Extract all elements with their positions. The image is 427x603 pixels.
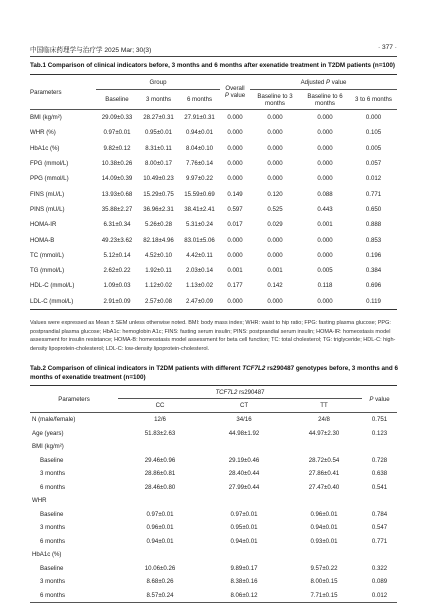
table-cell: 15.59±0.69 xyxy=(184,190,215,198)
table-cell: 0.177 xyxy=(227,282,243,290)
table-cell: 28.46±0.80 xyxy=(144,483,176,491)
table-cell xyxy=(118,548,202,562)
table-cell: 24/8 xyxy=(318,416,330,424)
table1-overall-header xyxy=(220,75,250,110)
table-cell: 0.017 xyxy=(227,221,243,229)
table-cell: 4.42±0.11 xyxy=(186,251,213,259)
table-cell: 0.541 xyxy=(371,483,388,491)
adjusted-p: P xyxy=(326,78,331,86)
row-label: HOMA-B xyxy=(30,236,55,244)
table-cell: 44.98±1.92 xyxy=(228,429,260,437)
table2-caption-suffix: rs290487 genotypes before, 3 months and 6 months of exenatide treatment (n=100) xyxy=(30,365,398,381)
table-cell: 0.119 xyxy=(350,294,397,310)
p-value-label: value xyxy=(373,395,390,403)
adjusted-suffix: value xyxy=(330,78,347,86)
col-3-months: 3 months xyxy=(138,90,179,110)
table-cell: 0.088 xyxy=(317,190,333,198)
table-cell: 0.000 xyxy=(317,236,333,244)
table-cell: 0.547 xyxy=(371,524,388,532)
table-cell: 8.00±0.17 xyxy=(144,160,173,168)
table-cell: 29.19±0.46 xyxy=(228,456,260,464)
table-cell: 0.196 xyxy=(365,251,382,259)
table-cell: 0.000 xyxy=(300,294,350,310)
table-cell: 0.443 xyxy=(317,205,333,213)
table-cell: 0.525 xyxy=(267,205,283,213)
table2-gene-header xyxy=(118,386,362,399)
table-cell: 8.68±0.26 xyxy=(146,578,174,586)
table1-adjusted-header xyxy=(250,75,397,90)
page-number: · 377 · xyxy=(377,44,397,51)
table-row xyxy=(30,202,397,217)
row-label: WHR (%) xyxy=(30,129,56,137)
table-cell: 8.00±0.15 xyxy=(310,578,338,586)
table-cell: 0.005 xyxy=(365,144,382,152)
table-cell: 36.96±2.31 xyxy=(143,205,174,213)
table2 xyxy=(30,385,397,603)
table-row xyxy=(30,562,397,576)
table-row xyxy=(30,440,397,454)
row-label: LDL-C (mmol/L) xyxy=(30,294,96,310)
table-cell: 0.000 xyxy=(227,175,243,183)
table2-param-header: Parameters xyxy=(30,386,118,413)
table-cell: 0.000 xyxy=(267,251,283,259)
row-label: 6 months xyxy=(40,483,66,491)
table-cell: 9.57±0.22 xyxy=(310,564,338,572)
table-cell: 0.638 xyxy=(371,470,388,478)
col-baseline-to-6-months: Baseline to 6 months xyxy=(300,90,350,110)
table-cell: 0.696 xyxy=(365,282,382,290)
table-cell: 0.93±0.01 xyxy=(310,537,338,545)
table-row xyxy=(30,454,397,468)
table-row xyxy=(30,494,397,508)
table-cell: 0.000 xyxy=(317,175,333,183)
table-cell xyxy=(286,548,362,562)
row-label: 6 months xyxy=(30,589,118,603)
table-cell: 2.03±0.14 xyxy=(185,267,214,275)
table-cell: 5.31±0.24 xyxy=(185,221,214,229)
table-row xyxy=(30,232,397,247)
table-cell: 0.96±0.01 xyxy=(146,524,174,532)
table-cell: 0.888 xyxy=(365,221,382,229)
table-cell: 8.57±0.24 xyxy=(118,589,202,603)
table-cell: 38.41±2.41 xyxy=(184,205,215,213)
table-cell: 14.09±0.39 xyxy=(101,175,133,183)
table-row xyxy=(30,186,397,201)
table-cell: 0.000 xyxy=(267,114,283,122)
table-cell: 2.47±0.09 xyxy=(179,294,220,310)
table-cell: 0.95±0.01 xyxy=(144,129,173,137)
table-cell: 8.06±0.12 xyxy=(202,589,286,603)
table-cell: 0.97±0.01 xyxy=(230,510,258,518)
table-row xyxy=(30,217,397,232)
row-label: HbA1c (%) xyxy=(30,144,60,152)
table-cell: 51.83±2.63 xyxy=(144,429,176,437)
table-cell: 0.118 xyxy=(317,282,333,290)
table-cell: 2.62±0.22 xyxy=(103,267,131,275)
col-6-months: 6 months xyxy=(179,90,220,110)
table-cell: 0.000 xyxy=(267,129,283,137)
table-cell: 0.000 xyxy=(267,144,283,152)
table-cell: 0.000 xyxy=(365,114,382,122)
row-label: BMI (kg/m²) xyxy=(32,443,64,451)
table-cell: 0.057 xyxy=(365,160,382,168)
table-cell: 0.751 xyxy=(371,416,388,424)
table-cell: 9.97±0.22 xyxy=(185,175,214,183)
table-cell: 29.09±0.33 xyxy=(101,114,133,122)
table-cell: 0.142 xyxy=(267,282,283,290)
row-label: PINS (mU/L) xyxy=(30,205,65,213)
row-label: TC (mmol/L) xyxy=(30,251,64,259)
row-label: 3 months xyxy=(40,578,66,586)
table-cell: 0.000 xyxy=(220,294,250,310)
table-cell: 0.784 xyxy=(371,510,388,518)
table-cell xyxy=(362,440,397,454)
row-label: 6 months xyxy=(40,537,66,545)
table-cell: 7.76±0.14 xyxy=(185,160,214,168)
table-cell: 7.71±0.15 xyxy=(286,589,362,603)
row-label: WHR xyxy=(32,497,47,505)
table-cell: 0.94±0.01 xyxy=(185,129,214,137)
table-cell: 0.000 xyxy=(317,129,333,137)
table-cell: 0.322 xyxy=(371,564,388,572)
table-cell: 0.123 xyxy=(371,429,388,437)
table-cell: 0.94±0.01 xyxy=(310,524,338,532)
table-cell: 0.96±0.01 xyxy=(310,510,338,518)
table-cell: 0.94±0.01 xyxy=(146,537,174,545)
table-cell: 6.31±0.34 xyxy=(103,221,131,229)
table-cell xyxy=(202,440,286,454)
table-cell xyxy=(202,494,286,508)
table-cell: 0.650 xyxy=(365,205,382,213)
table-cell: 10.38±0.26 xyxy=(101,160,133,168)
table-cell: 8.38±0.16 xyxy=(230,578,258,586)
row-label: Age (years) xyxy=(32,429,64,437)
table-cell: 0.029 xyxy=(267,221,283,229)
table-cell: 0.001 xyxy=(267,267,283,275)
row-label: HDL-C (mmol/L) xyxy=(30,282,75,290)
table-cell: 2.57±0.08 xyxy=(138,294,179,310)
table-cell: 49.23±3.62 xyxy=(101,236,133,244)
row-label: FPG (mmol/L) xyxy=(30,160,69,168)
col-3-to-6-months: 3 to 6 months xyxy=(350,90,397,110)
table-cell: 27.91±0.31 xyxy=(184,114,215,122)
table1-header-row-1 xyxy=(30,75,397,90)
table1 xyxy=(30,74,397,310)
table-cell xyxy=(118,494,202,508)
table-row xyxy=(30,263,397,278)
table-row xyxy=(30,278,397,293)
table-cell: 13.93±0.68 xyxy=(101,190,133,198)
table-cell: 83.01±5.06 xyxy=(184,236,215,244)
table-cell: 1.92±0.11 xyxy=(145,267,172,275)
table-row xyxy=(30,481,397,495)
row-label: TG (mmol/L) xyxy=(30,267,65,275)
table-cell: 44.97±2.30 xyxy=(308,429,340,437)
table-cell: 27.99±0.44 xyxy=(228,483,260,491)
table-cell: 10.49±0.23 xyxy=(143,175,174,183)
table-row xyxy=(30,294,397,310)
table-cell: 28.86±0.81 xyxy=(144,470,176,478)
table-cell: 8.31±0.11 xyxy=(145,144,172,152)
row-label: FINS (mU/L) xyxy=(30,190,65,198)
table2-header-row-1 xyxy=(30,386,397,399)
table-cell: 27.86±0.41 xyxy=(308,470,340,478)
table-cell: 0.089 xyxy=(371,578,388,586)
table-cell: 0.97±0.01 xyxy=(146,510,174,518)
header-rule xyxy=(30,56,397,57)
table-cell xyxy=(202,548,286,562)
table-cell: 0.597 xyxy=(227,205,243,213)
table-row xyxy=(30,508,397,522)
table-cell xyxy=(286,440,362,454)
table-cell: 8.04±0.10 xyxy=(185,144,214,152)
table-cell: 0.000 xyxy=(267,160,283,168)
table-cell xyxy=(362,494,397,508)
table-row xyxy=(30,110,397,126)
table2-caption xyxy=(30,364,398,382)
table-cell: 0.001 xyxy=(317,221,333,229)
table-cell: 0.000 xyxy=(317,160,333,168)
table-cell: 5.26±0.28 xyxy=(144,221,173,229)
col-tt: TT xyxy=(286,399,362,413)
journal-name: 中国临床药理学与治疗学 2025 Mar; 30(3) xyxy=(30,47,152,54)
table-row xyxy=(30,467,397,481)
adjusted-prefix: Adjusted xyxy=(300,78,327,86)
table-cell: 0.012 xyxy=(362,589,397,603)
table-cell: 0.000 xyxy=(317,144,333,152)
table-cell: 0.120 xyxy=(267,190,283,198)
table-cell: 2.91±0.09 xyxy=(96,294,138,310)
table-row xyxy=(30,156,397,171)
table-cell xyxy=(118,440,202,454)
table-row xyxy=(30,427,397,441)
table-cell: 28.72±0.54 xyxy=(308,456,340,464)
table-cell: 0.000 xyxy=(317,251,333,259)
table-cell: 0.005 xyxy=(317,267,333,275)
table-row xyxy=(30,535,397,549)
row-label: HOMA-IR xyxy=(30,221,57,229)
table-cell: 0.000 xyxy=(227,236,243,244)
table-cell: 0.95±0.01 xyxy=(230,524,258,532)
col-baseline-to-3-months: Baseline to 3 months xyxy=(250,90,300,110)
table-cell: 29.46±0.96 xyxy=(144,456,176,464)
table-cell: 0.000 xyxy=(227,129,243,137)
table1-caption: Tab.1 Comparison of clinical indicators before, 3 months and 6 months after exenatide treatment in T2DM patients (n=100) xyxy=(30,62,396,69)
table-cell: 0.771 xyxy=(371,537,388,545)
col-ct: CT xyxy=(202,399,286,413)
table-cell: 0.000 xyxy=(227,144,243,152)
table-cell: 0.771 xyxy=(365,190,382,198)
table2-caption-gene: TCF7L2 xyxy=(242,365,266,372)
table-cell: 0.000 xyxy=(267,175,283,183)
row-label: 3 months xyxy=(40,524,66,532)
table-row xyxy=(30,171,397,186)
table-cell: 0.000 xyxy=(227,160,243,168)
row-label: BMI (kg/m²) xyxy=(30,114,62,122)
table-row xyxy=(30,521,397,535)
table-cell: 1.12±0.02 xyxy=(144,282,173,290)
table-cell: 12/6 xyxy=(154,416,166,424)
table-cell: 0.000 xyxy=(250,294,300,310)
table-cell: 4.52±0.10 xyxy=(144,251,173,259)
table-cell: 0.105 xyxy=(365,129,382,137)
table-cell: 0.97±0.01 xyxy=(103,129,131,137)
table-cell: 0.001 xyxy=(227,267,243,275)
col-baseline: Baseline xyxy=(96,90,138,110)
table1-footnote: Values were expressed as Mean ± SEM unless otherwise noted. BMI: body mass index; WHR: waist to hip ratio; FPG: fasting plasma glucose; PPG: postprandial plasma glucose; HbA1c: hemoglobin A1c; FINS: fasting serum insulin; PINS: postprandial serum insulin; HOMA-IR: homeostasis model assessment for insulin resistance; HOMA-B: homeostasis model assessment for beta cell function; TC: total cholesterol; TG: triglyceride; HDL-C: high-density lipoprotein-cholesterol; LDL-C: low-density lipoprotein-cholesterol. xyxy=(30,320,396,352)
table-cell: 0.012 xyxy=(365,175,382,183)
table-cell: 0.384 xyxy=(365,267,382,275)
table-cell: 15.29±0.75 xyxy=(143,190,174,198)
journal-header xyxy=(30,44,397,56)
table-cell: 0.000 xyxy=(227,251,243,259)
col-cc: CC xyxy=(118,399,202,413)
row-label: 3 months xyxy=(40,470,66,478)
table-row xyxy=(30,125,397,140)
table-cell: 0.728 xyxy=(371,456,388,464)
table-cell: 28.40±0.44 xyxy=(228,470,260,478)
table-cell: 0.000 xyxy=(267,236,283,244)
table-cell: 0.000 xyxy=(317,114,333,122)
table-cell: 5.12±0.14 xyxy=(103,251,131,259)
table1-param-header: Parameters xyxy=(30,75,96,110)
table-row xyxy=(30,141,397,156)
overall-p: P xyxy=(224,92,229,99)
gene-snp: rs290487 xyxy=(237,388,265,396)
table-cell: 9.89±0.17 xyxy=(230,564,258,572)
table-cell xyxy=(286,494,362,508)
row-label: HbA1c (%) xyxy=(32,551,62,559)
table-row xyxy=(30,248,397,263)
table-row xyxy=(30,589,397,603)
table-cell: 1.09±0.03 xyxy=(103,282,131,290)
table-cell: 0.000 xyxy=(227,114,243,122)
table-cell: 35.88±2.27 xyxy=(101,205,133,213)
p-label: P xyxy=(369,395,374,403)
table2-p-header xyxy=(362,386,397,413)
table-cell: 0.853 xyxy=(365,236,382,244)
table-row xyxy=(30,548,397,562)
table-cell: 27.47±0.40 xyxy=(308,483,340,491)
table-cell: 0.149 xyxy=(227,190,243,198)
table2-caption-prefix: Tab.2 Comparison of clinical indicators in T2DM patients with different xyxy=(30,365,243,372)
overall-label: Overall xyxy=(225,85,245,92)
table-row xyxy=(30,575,397,589)
table-cell: 9.82±0.12 xyxy=(103,144,131,152)
table-cell xyxy=(362,548,397,562)
row-label: PPG (mmol/L) xyxy=(30,175,69,183)
row-label: Baseline xyxy=(40,456,64,464)
overall-value-label: value xyxy=(228,92,246,99)
gene-name: TCF7L2 xyxy=(215,388,238,396)
table-cell: 82.18±4.96 xyxy=(143,236,174,244)
table-cell: 28.27±0.31 xyxy=(143,114,174,122)
table-cell: 1.13±0.02 xyxy=(185,282,214,290)
row-label: Baseline xyxy=(40,510,64,518)
table-cell: 34/16 xyxy=(236,416,252,424)
row-label: Baseline xyxy=(40,564,64,572)
table-cell: 10.06±0.26 xyxy=(144,564,176,572)
row-label: N (male/female) xyxy=(32,416,76,424)
table-row xyxy=(30,413,397,427)
table1-group-header: Group xyxy=(96,75,220,90)
table-cell: 0.94±0.01 xyxy=(230,537,258,545)
